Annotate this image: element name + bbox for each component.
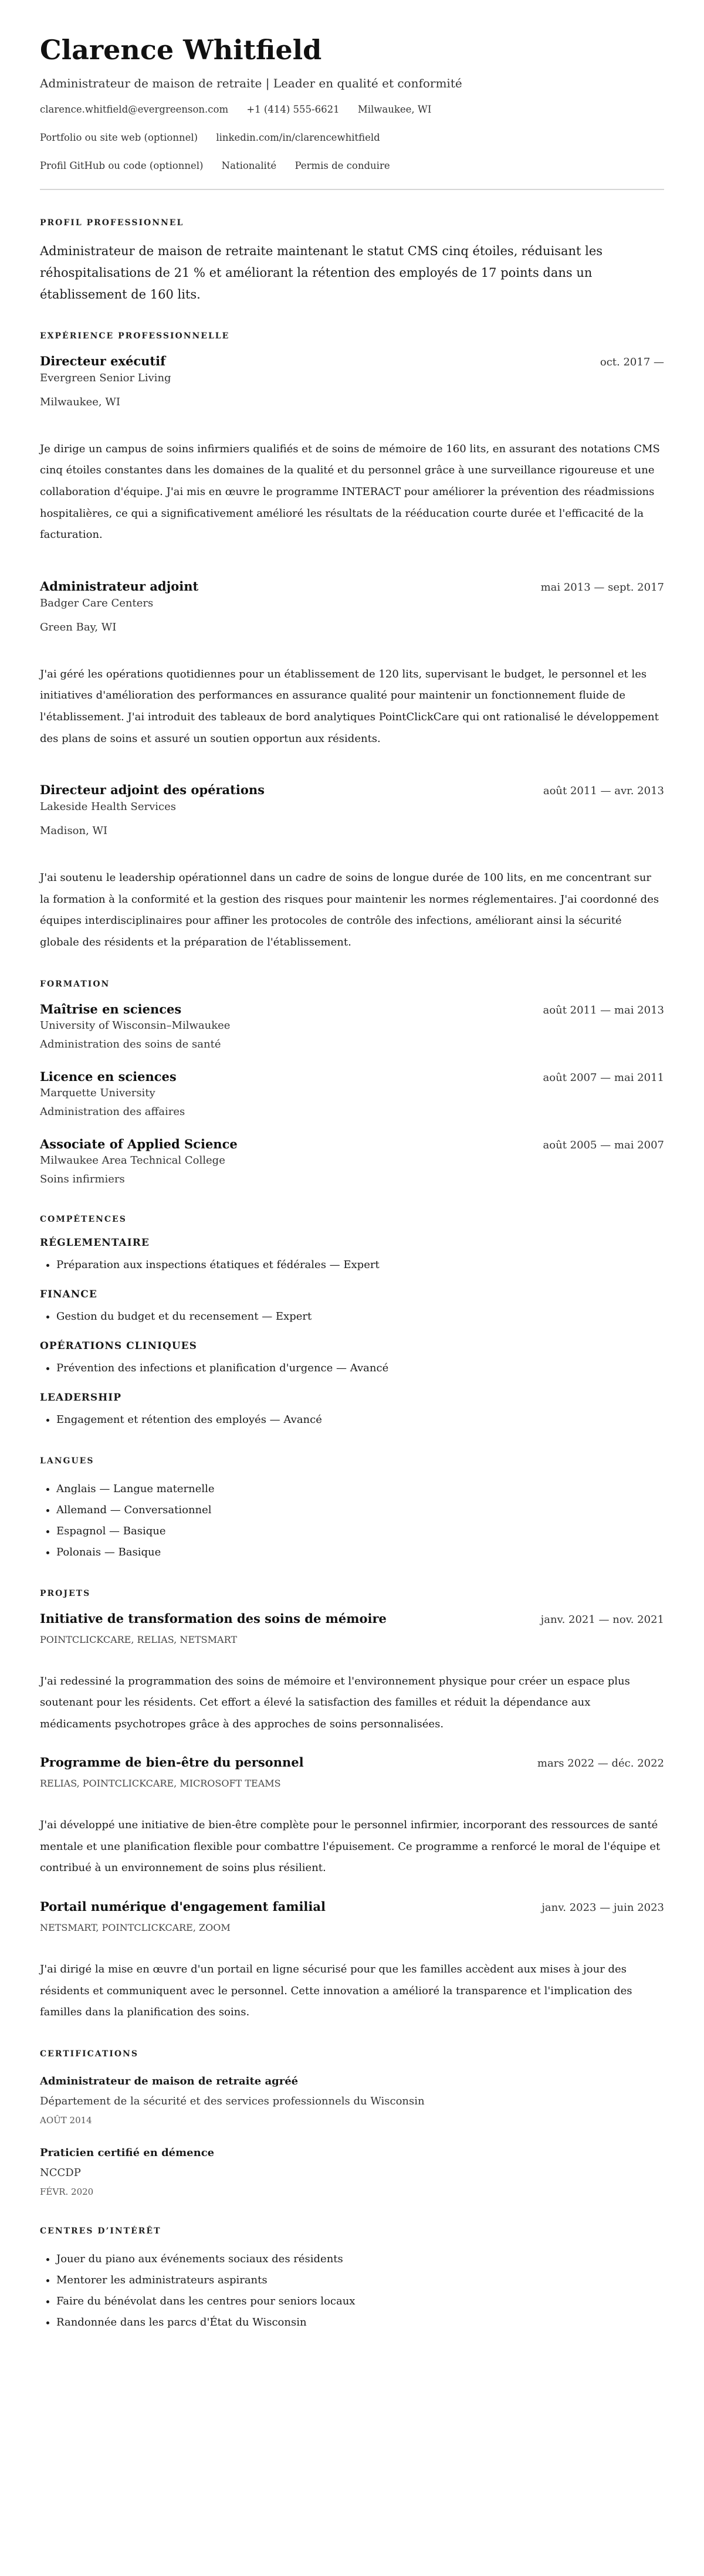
portfolio-link[interactable]: Portfolio ou site web (optionnel) [40,131,198,143]
job-description: Je dirige un campus de soins infirmiers qualifiés et de soins de mémoire de 160 lits, en assurant des notations CMS cinq étoiles constantes dans les domaines de la qualité et du personnel grâce à une surveillance rigoureuse et une collaboration d'équipe. J'ai mis en œuvre le programme INTERACT pour améliorer la prévention des réadmissions hospitalières, ce qui a significativement amélioré les résultats de la rééducation courte durée et l'efficacité de la facturation. [40,442,660,541]
skill-item: • Prévention des infections et planification d'urgence — Avancé [56,1358,664,1379]
project-title: Initiative de transformation des soins de mémoire [40,1611,387,1626]
company: Badger Care Centers [40,596,154,609]
education-entry [40,1002,664,1054]
extra-row [40,160,664,172]
job-location: Green Bay, WI [40,621,117,633]
location: Milwaukee, WI [357,103,432,115]
project-technologies: NETSMART, POINTCLICKCARE, ZOOM [40,1922,231,1934]
header-divider [40,189,664,190]
certification-entry [40,2143,664,2201]
degree: Associate of Applied Science [40,1136,238,1151]
education-date: août 2005 — mai 2007 [543,1138,664,1151]
project-date: mars 2022 — déc. 2022 [537,1757,664,1770]
language-list [40,1479,664,1563]
job-location: Madison, WI [40,825,108,838]
email-link[interactable]: clarence.whitfield@evergreenson.com [40,103,229,115]
job-title: Administrateur adjoint [40,578,199,594]
degree: Maîtrise en sciences [40,1001,182,1016]
experience-section [40,331,664,954]
job-location: Milwaukee, WI [40,395,120,408]
job-date: mai 2013 — sept. 2017 [540,581,664,594]
job-date: oct. 2017 — [600,355,664,368]
job-description: J'ai géré les opérations quotidiennes pour un établissement de 120 lits, supervisant le budget, le personnel et les initiatives d'amélioration des performances en assurance qualité pour maintenir un fonctionnement fluide de l'établissement. J'ai introduit des tableaux de bord analytiques PointClickCare qui ont rationalisé le développement des plans de soins et assuré un soutien opportun aux résidents. [40,667,659,745]
job-title: Directeur adjoint des opérations [40,782,265,798]
job-description: J'ai soutenu le leadership opérationnel dans un cadre de soins de longue durée de 100 lits, en me concentrant sur la formation à la conformité et la gestion des risques pour maintenir les normes réglementaires. J'ai coordonné des équipes interdisciplinaires pour affiner les protocoles de contrôle des infections, améliorant ainsi la sécurité globale des résidents et la préparation de l'établissement. [40,872,659,948]
skill-category: OPÉRATIONS CLINIQUES [40,1340,197,1352]
project-entry [40,1611,664,1736]
section-title: LANGUES [40,1456,94,1466]
skills-section [40,1215,664,1431]
project-date: janv. 2021 — nov. 2021 [540,1613,664,1626]
job-entry [40,579,664,750]
linkedin-link[interactable]: linkedin.com/in/clarencewhitfield [216,131,380,143]
skill-list [40,1306,664,1327]
driving-license: Permis de conduire [295,160,390,171]
job-date: août 2011 — avr. 2013 [543,785,664,798]
section-title: COMPÉTENCES [40,1214,127,1224]
profile-section [40,218,664,306]
section-title: CENTRES D’INTÉRÊT [40,2226,161,2236]
interest-item: • Jouer du piano aux événements sociaux des résidents [56,2249,664,2270]
languages-section [40,1456,664,1563]
project-date: janv. 2023 — juin 2023 [541,1902,664,1914]
language-item: • Polonais — Basique [56,1542,664,1563]
field-of-study: Soins infirmiers [40,1172,125,1185]
candidate-name: Clarence Whitfield [40,34,322,66]
field-of-study: Administration des affaires [40,1105,185,1118]
certification-name: Praticien certifié en démence [40,2146,215,2159]
education-entry [40,1069,664,1121]
language-item: • Anglais — Langue maternelle [56,1479,664,1500]
company: Lakeside Health Services [40,801,177,814]
phone: +1 (414) 555-6621 [246,103,340,115]
project-technologies: POINTCLICKCARE, RELIAS, NETSMART [40,1633,237,1645]
certification-date: FÉVR. 2020 [40,2186,94,2197]
education-date: août 2011 — mai 2013 [543,1004,664,1016]
certifications-section [40,2049,664,2201]
degree: Licence en sciences [40,1069,177,1084]
project-description: J'ai dirigé la mise en œuvre d'un portail en ligne sécurisé pour que les familles accèdent aux mises à jour des résidents et communiquent avec le personnel. Cette innovation a amélioré la transparence et l'implication des familles dans la planification des soins. [40,1963,632,2019]
project-entry [40,1899,664,2023]
skill-category: LEADERSHIP [40,1391,122,1404]
skill-item: • Engagement et rétention des employés — Avancé [56,1409,664,1431]
company: Evergreen Senior Living [40,371,171,384]
language-item: • Allemand — Conversationnel [56,1500,664,1521]
education-date: août 2007 — mai 2011 [543,1071,664,1084]
skill-item: • Préparation aux inspections étatiques et fédérales — Expert [56,1255,664,1276]
contact-row [40,103,664,116]
skill-list [40,1358,664,1379]
interest-item: • Faire du bénévolat dans les centres pour seniors locaux [56,2291,664,2312]
section-title: PROJETS [40,1588,91,1598]
certification-entry [40,2072,664,2129]
skill-category: RÉGLEMENTAIRE [40,1236,150,1249]
section-title: FORMATION [40,979,110,989]
skill-item: • Gestion du budget et du recensement — Expert [56,1306,664,1327]
project-description: J'ai développé une initiative de bien-être complète pour le personnel infirmier, incorporant des ressources de santé mentale et une planification flexible pour combattre l'épuisement. Ce programme a renforcé le moral de l'équipe et contribué à un environnement de soins plus résilient. [40,1819,661,1875]
github-link[interactable]: Profil GitHub ou code (optionnel) [40,160,204,171]
certification-issuer: Département de la sécurité et des services professionnels du Wisconsin [40,2094,425,2107]
skill-category: FINANCE [40,1288,97,1300]
school: Milwaukee Area Technical College [40,1154,225,1167]
certification-issuer: NCCDP [40,2166,81,2179]
section-title: CERTIFICATIONS [40,2049,138,2059]
project-title: Portail numérique d'engagement familial [40,1899,326,1914]
language-item: • Espagnol — Basique [56,1521,664,1542]
project-title: Programme de bien-être du personnel [40,1755,304,1770]
interest-item: • Randonnée dans les parcs d'État du Wisconsin [56,2312,664,2333]
interest-list [40,2249,664,2333]
nationality: Nationalité [221,160,277,171]
certification-name: Administrateur de maison de retraite agréé [40,2075,299,2087]
resume-header [40,33,664,172]
job-entry [40,354,664,546]
field-of-study: Administration des soins de santé [40,1038,221,1050]
section-title: PROFIL PROFESSIONNEL [40,218,184,228]
section-title: EXPÉRIENCE PROFESSIONNELLE [40,331,230,341]
links-row [40,131,664,144]
headline: Administrateur de maison de retraite | Leader en qualité et conformité [40,76,462,90]
job-title: Directeur exécutif [40,353,166,368]
skill-list [40,1255,664,1276]
school: University of Wisconsin–Milwaukee [40,1019,231,1032]
education-entry [40,1137,664,1189]
certification-date: AOÛT 2014 [40,2114,92,2126]
skill-list [40,1409,664,1431]
profile-summary: Administrateur de maison de retraite maintenant le statut CMS cinq étoiles, réduisant les réhospitalisations de 21 % et améliorant la rétention des employés de 17 points dans un établissement de 160 lits. [40,243,603,301]
project-description: J'ai redessiné la programmation des soins de mémoire et l'environnement physique pour créer un espace plus soutenant pour les résidents. Cet effort a élevé la satisfaction des familles et réduit la dépendance aux médicaments psychotropes grâce à des approches de soins personnalisées. [40,1675,630,1730]
projects-section [40,1589,664,2023]
interest-item: • Mentorer les administrateurs aspirants [56,2270,664,2291]
education-section [40,979,664,1189]
project-entry [40,1755,664,1879]
interests-section [40,2226,664,2333]
school: Marquette University [40,1086,155,1099]
project-technologies: RELIAS, POINTCLICKCARE, MICROSOFT TEAMS [40,1778,281,1789]
job-entry [40,782,664,953]
